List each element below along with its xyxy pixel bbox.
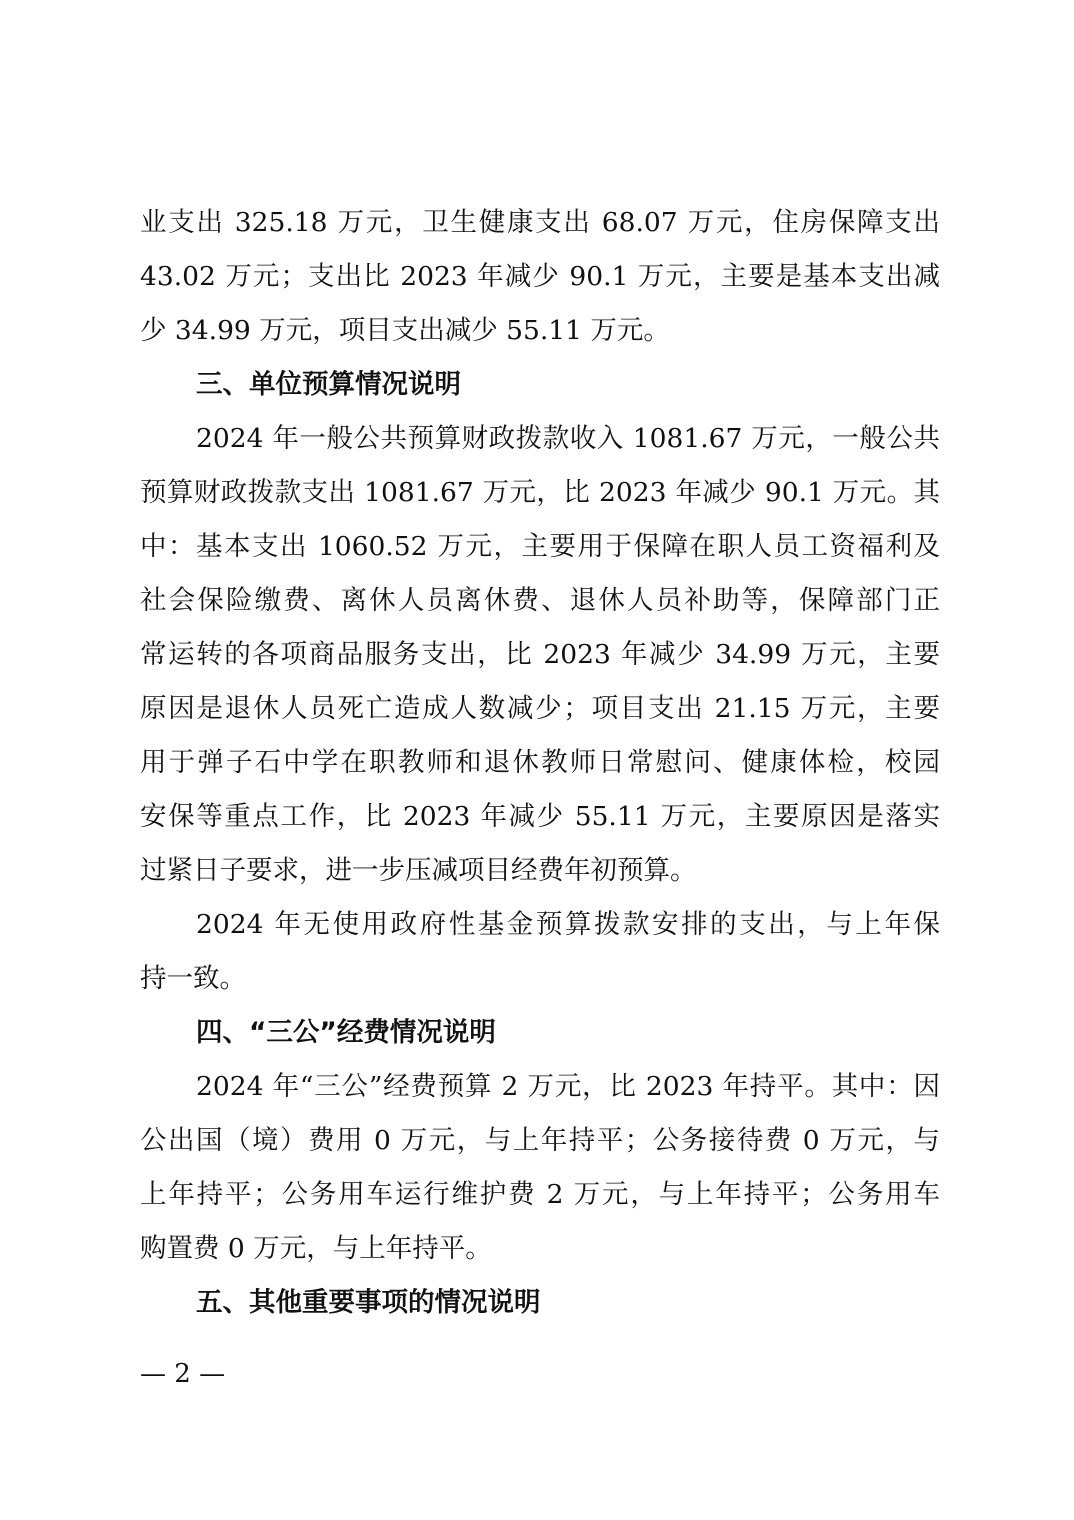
paragraph-line: 社会保险缴费、离休人员离休费、退休人员补助等，保障部门正 [140, 585, 940, 616]
paragraph-line: 43.02 万元；支出比 2023 年减少 90.1 万元，主要是基本支出减 [140, 261, 940, 292]
paragraph-line: 少 34.99 万元，项目支出减少 55.11 万元。 [140, 315, 670, 346]
paragraph-line: 公出国（境）费用 0 万元，与上年持平；公务接待费 0 万元，与 [140, 1125, 940, 1156]
section-heading-3: 三、单位预算情况说明 [196, 369, 461, 400]
section-heading-4: 四、“三公”经费情况说明 [196, 1017, 496, 1048]
paragraph-line: 上年持平；公务用车运行维护费 2 万元，与上年持平；公务用车 [140, 1179, 940, 1210]
paragraph-line: 常运转的各项商品服务支出，比 2023 年减少 34.99 万元，主要 [140, 639, 940, 670]
paragraph-line: 预算财政拨款支出 1081.67 万元，比 2023 年减少 90.1 万元。其 [140, 477, 940, 508]
section-heading-5: 五、其他重要事项的情况说明 [196, 1287, 541, 1318]
paragraph-line: 用于弹子石中学在职教师和退休教师日常慰问、健康体检，校园 [140, 747, 940, 778]
paragraph-line: 购置费 0 万元，与上年持平。 [140, 1233, 492, 1264]
paragraph-line: 2024 年一般公共预算财政拨款收入 1081.67 万元，一般公共 [196, 423, 940, 454]
paragraph-line: 过紧日子要求，进一步压减项目经费年初预算。 [140, 855, 697, 886]
page-number: — 2 — [140, 1359, 226, 1389]
paragraph-line: 原因是退休人员死亡造成人数减少；项目支出 21.15 万元，主要 [140, 693, 940, 724]
paragraph-line: 中：基本支出 1060.52 万元，主要用于保障在职人员工资福利及 [140, 531, 940, 562]
paragraph-line: 2024 年“三公”经费预算 2 万元，比 2023 年持平。其中：因 [196, 1071, 940, 1102]
paragraph-line: 持一致。 [140, 963, 246, 994]
paragraph-line: 安保等重点工作，比 2023 年减少 55.11 万元，主要原因是落实 [140, 801, 940, 832]
paragraph-line: 2024 年无使用政府性基金预算拨款安排的支出，与上年保 [196, 909, 940, 940]
paragraph-line: 业支出 325.18 万元，卫生健康支出 68.07 万元，住房保障支出 [140, 207, 940, 238]
